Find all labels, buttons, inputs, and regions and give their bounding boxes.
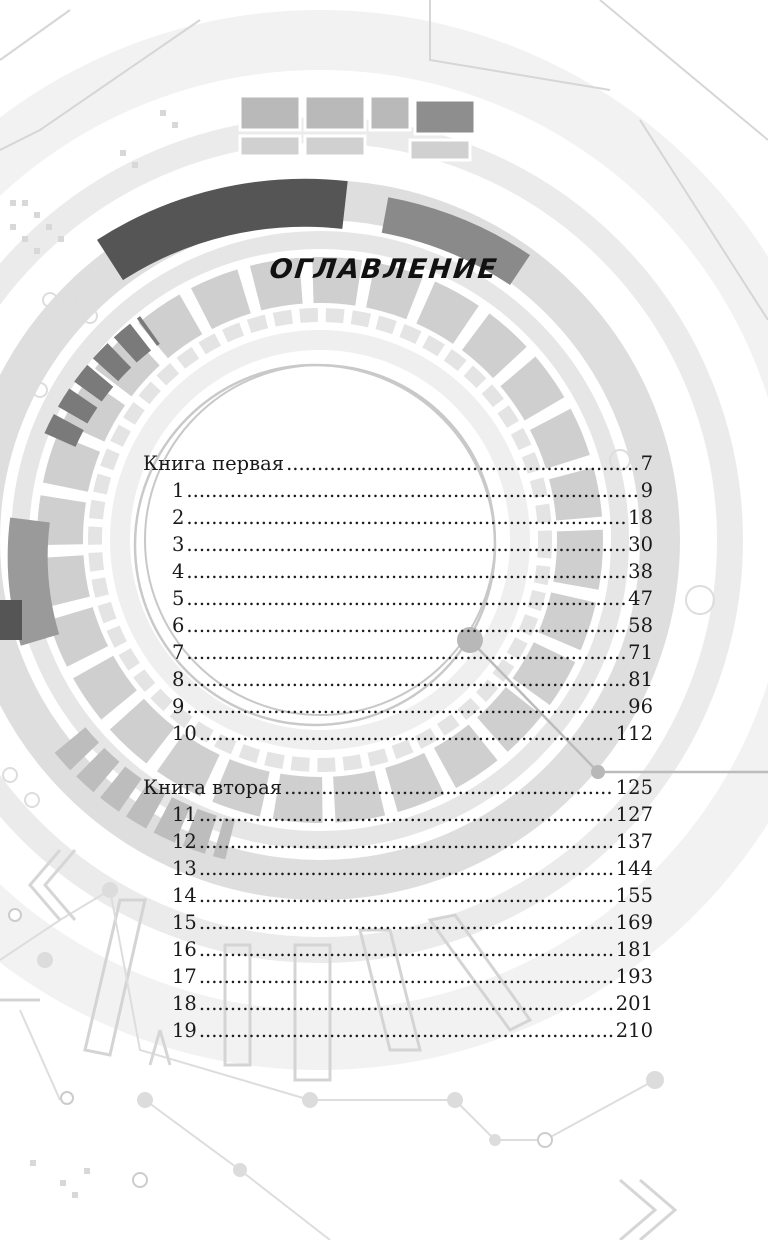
toc-entry-page: 137 <box>615 830 653 853</box>
toc-entry[interactable] <box>143 504 653 531</box>
toc-entry-label: 7 <box>172 641 185 664</box>
toc-entry-page: 127 <box>615 803 653 826</box>
toc-entry-label: 18 <box>172 992 197 1015</box>
toc-entry[interactable] <box>143 882 653 909</box>
dot-leader <box>199 963 614 990</box>
toc-entry[interactable] <box>143 693 653 720</box>
toc-entry-page: 7 <box>640 452 653 475</box>
toc-entry-label: 19 <box>172 1019 197 1042</box>
toc-entry-label: 11 <box>172 803 197 826</box>
toc-entry-page: 81 <box>628 668 653 691</box>
toc-entry-label: 14 <box>172 884 197 907</box>
toc-entry-page: 71 <box>628 641 653 664</box>
toc-entry-page: 9 <box>640 479 653 502</box>
toc-entry-page: 210 <box>615 1019 653 1042</box>
table-of-contents <box>143 450 653 1044</box>
toc-entry-label: 9 <box>172 695 185 718</box>
dot-leader <box>186 558 626 585</box>
toc-entry-page: 47 <box>628 587 653 610</box>
dot-leader <box>199 990 614 1017</box>
toc-entry[interactable] <box>143 828 653 855</box>
toc-entry[interactable] <box>143 936 653 963</box>
toc-entry[interactable] <box>143 720 653 747</box>
toc-entry-label: 5 <box>172 587 185 610</box>
dot-leader <box>186 531 626 558</box>
dot-leader <box>199 936 614 963</box>
toc-entry-page: 30 <box>628 533 653 556</box>
dot-leader <box>186 477 638 504</box>
toc-entry[interactable] <box>143 531 653 558</box>
toc-entry-page: 155 <box>615 884 653 907</box>
toc-entry-page: 201 <box>615 992 653 1015</box>
toc-entry-page: 96 <box>628 695 653 718</box>
toc-entry-page: 58 <box>628 614 653 637</box>
dot-leader <box>186 666 626 693</box>
toc-entry-page: 144 <box>615 857 653 880</box>
toc-entry[interactable] <box>143 639 653 666</box>
dot-leader <box>186 693 626 720</box>
toc-entry-label: 6 <box>172 614 185 637</box>
toc-entry[interactable] <box>143 1017 653 1044</box>
toc-entry-label: 10 <box>172 722 197 745</box>
toc-entry-page: 193 <box>615 965 653 988</box>
toc-entry[interactable] <box>143 963 653 990</box>
dot-leader <box>199 909 614 936</box>
dot-leader <box>199 855 614 882</box>
toc-entry-book-2[interactable] <box>143 774 653 801</box>
toc-entry[interactable] <box>143 585 653 612</box>
toc-entry-label: 4 <box>172 560 185 583</box>
dot-leader <box>199 720 614 747</box>
toc-entry-page: 181 <box>615 938 653 961</box>
toc-entry-label: 17 <box>172 965 197 988</box>
toc-entry-book-1[interactable] <box>143 450 653 477</box>
toc-entry[interactable] <box>143 666 653 693</box>
toc-entry-label: 2 <box>172 506 185 529</box>
toc-entry[interactable] <box>143 612 653 639</box>
dot-leader <box>199 801 614 828</box>
toc-entry[interactable] <box>143 855 653 882</box>
toc-entry[interactable] <box>143 477 653 504</box>
toc-entry[interactable] <box>143 558 653 585</box>
toc-entry[interactable] <box>143 990 653 1017</box>
toc-entry-label: 15 <box>172 911 197 934</box>
toc-entry-label: Книга вторая <box>143 776 283 799</box>
dot-leader <box>186 504 626 531</box>
toc-entry-label: 8 <box>172 668 185 691</box>
dot-leader <box>199 828 614 855</box>
toc-entry-page: 125 <box>615 776 653 799</box>
toc-entry-page: 169 <box>615 911 653 934</box>
toc-entry-label: 3 <box>172 533 185 556</box>
page-title: ОГЛАВЛЕНИЕ <box>268 254 500 285</box>
toc-entry[interactable] <box>143 909 653 936</box>
toc-entry[interactable] <box>143 801 653 828</box>
dot-leader <box>186 612 626 639</box>
dot-leader <box>186 585 626 612</box>
dot-leader <box>199 1017 614 1044</box>
toc-entry-label: 12 <box>172 830 197 853</box>
toc-entry-label: 13 <box>172 857 197 880</box>
toc-entry-page: 112 <box>615 722 653 745</box>
dot-leader <box>186 639 626 666</box>
toc-entry-label: 1 <box>172 479 185 502</box>
toc-entry-label: 16 <box>172 938 197 961</box>
dot-leader <box>199 882 614 909</box>
toc-entry-page: 18 <box>628 506 653 529</box>
dot-leader <box>286 450 639 477</box>
toc-entry-page: 38 <box>628 560 653 583</box>
dot-leader <box>284 774 614 801</box>
toc-entry-label: Книга первая <box>143 452 285 475</box>
